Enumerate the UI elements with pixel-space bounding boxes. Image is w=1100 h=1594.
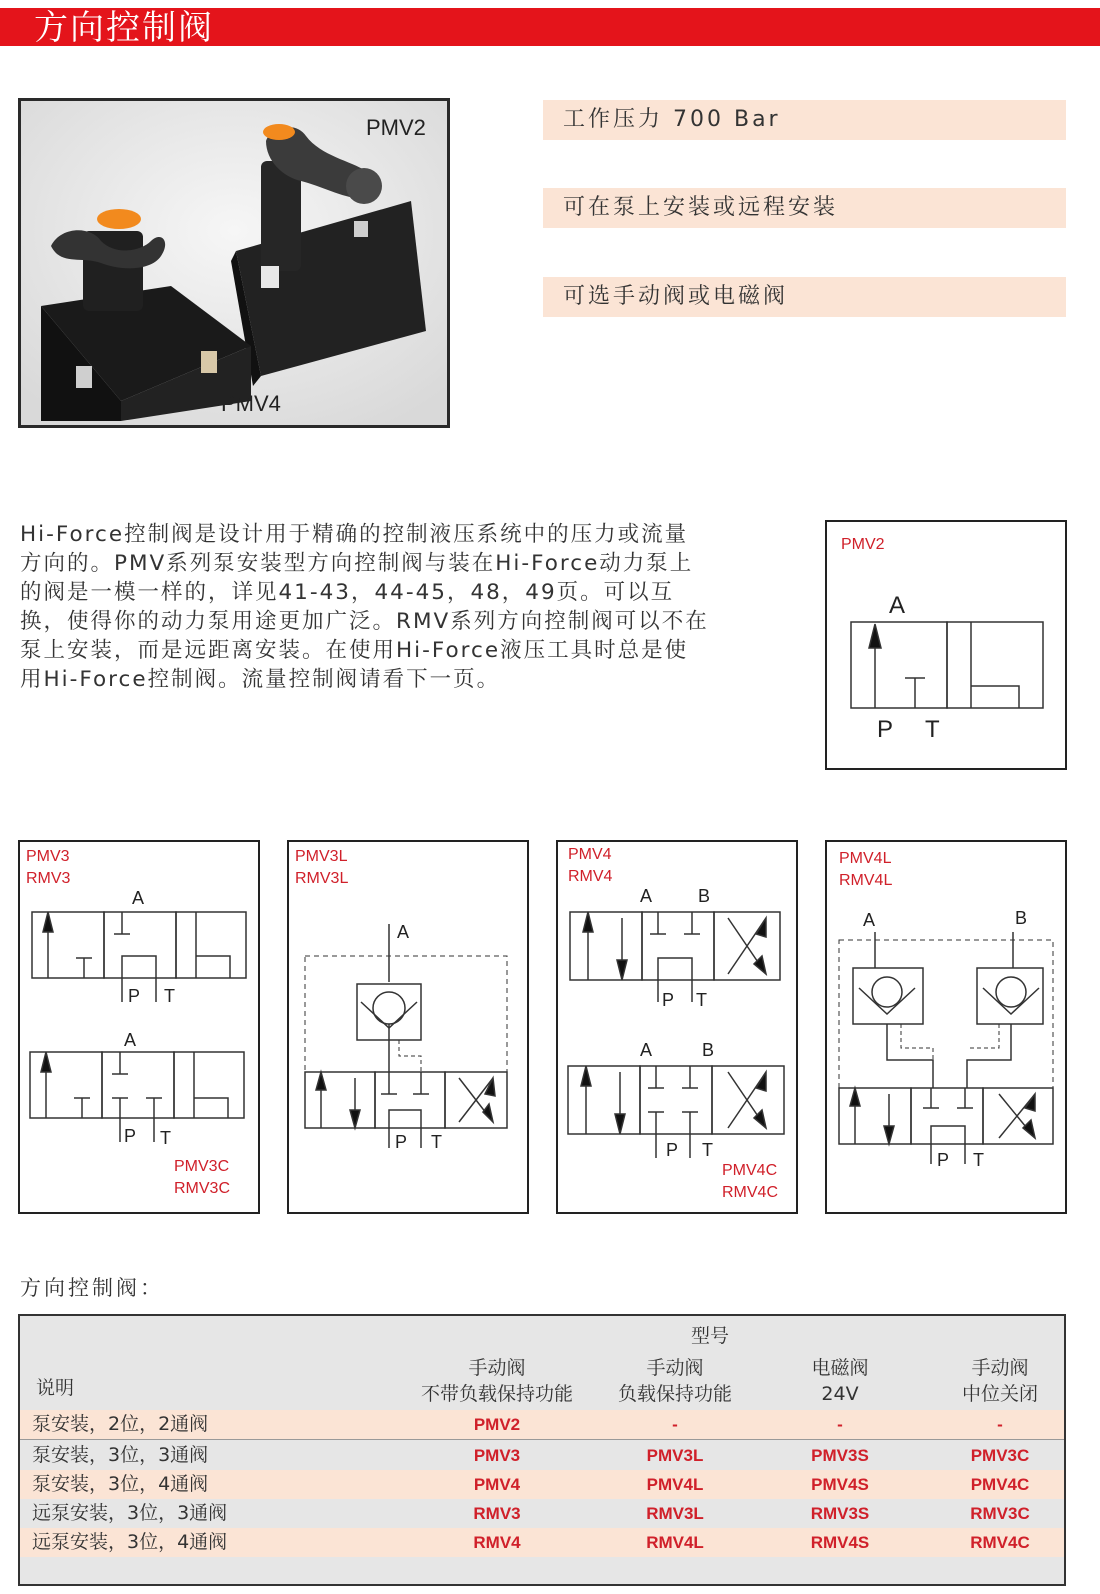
port-b: B [698, 886, 711, 906]
row-col1: RMV3 [473, 1504, 521, 1523]
diagram-pmv3 [18, 840, 260, 1214]
row-col1: RMV4 [473, 1533, 521, 1552]
row-divider [20, 1439, 1064, 1440]
diagram-label-pmv3: PMV3 [26, 848, 70, 865]
photo-label-pmv4: PMV4 [221, 391, 281, 416]
page-header [0, 8, 1100, 46]
diagram-label-rmv3l: RMV3L [295, 870, 349, 887]
port-t: T [925, 716, 940, 743]
row-col4: - [997, 1415, 1003, 1434]
header-col1-line2: 不带负载保持功能 [420, 1383, 573, 1405]
port-b: B [1015, 908, 1028, 928]
header-col2-line1: 手动阀 [646, 1357, 704, 1379]
diagram-label-rmv4: RMV4 [568, 868, 613, 885]
row-col2: RMV3L [646, 1504, 704, 1523]
product-photo [18, 98, 450, 428]
port-a: A [640, 886, 653, 906]
diagram-label-pmv4c: PMV4C [722, 1162, 778, 1179]
diagram-label-rmv4c: RMV4C [722, 1184, 779, 1201]
feature-mounting: 可在泵上安装或远程安装 [543, 188, 1066, 228]
diagram-label-rmv3c: RMV3C [174, 1180, 231, 1197]
port-p: P [124, 1126, 137, 1146]
port-t: T [431, 1132, 442, 1152]
diagram-pmv3l [287, 840, 529, 1214]
feature-pressure: 工作压力 700 Bar [543, 100, 1066, 140]
port-b: B [702, 1040, 715, 1060]
description-paragraph: Hi-Force控制阀是设计用于精确的控制液压系统中的压力或流量方向的。PMV系列泵安装型方向控制阀与装在Hi-Force动力泵上的阀是一模一样的，详见41-43，44-45，48，49页。可以互换，使得你的动力泵用途更加广泛。RMV系列方向控制阀可以不在泵上安装，而是远距离安装。在使用Hi-Force液压工具时总是使用Hi-Force控制阀。流量控制阀请看下一页。 [20, 522, 709, 692]
port-t: T [696, 990, 707, 1010]
diagram-label-pmv4l: PMV4L [839, 850, 892, 867]
table-row [20, 1441, 1064, 1470]
row-col2: PMV4L [646, 1475, 704, 1494]
row-desc: 泵安装，2位，2通阀 [32, 1413, 209, 1435]
row-col3: RMV4S [810, 1533, 870, 1552]
port-p: P [662, 990, 675, 1010]
diagram-label-pmv3l: PMV3L [295, 848, 348, 865]
valve-photo-illustration [21, 101, 447, 425]
header-col3-line1: 电磁阀 [811, 1357, 869, 1379]
row-desc: 泵安装，3位，4通阀 [32, 1473, 209, 1495]
row-col1: PMV4 [473, 1475, 521, 1494]
diagram-label-pmv4: PMV4 [568, 846, 612, 863]
table-row [20, 1410, 1064, 1439]
row-col3: PMV3S [811, 1446, 869, 1465]
port-t: T [702, 1140, 713, 1160]
port-p: P [877, 716, 894, 743]
diagram-label-rmv3: RMV3 [26, 870, 71, 887]
photo-label-pmv2: PMV2 [366, 115, 426, 140]
port-a: A [132, 888, 145, 908]
row-col1: PMV2 [473, 1415, 521, 1434]
port-a: A [640, 1040, 653, 1060]
row-col3: RMV3S [810, 1504, 870, 1523]
port-p: P [666, 1140, 679, 1160]
diagram-pmv2 [825, 520, 1067, 770]
header-col3-line2: 24V [821, 1383, 859, 1405]
diagram-label-pmv3c: PMV3C [174, 1158, 230, 1175]
header-desc: 说明 [35, 1377, 74, 1399]
row-desc: 远泵安装，3位，3通阀 [32, 1502, 228, 1524]
row-col2: - [672, 1415, 678, 1434]
port-p: P [128, 986, 141, 1006]
table-group-header: 型号 [690, 1325, 729, 1347]
port-a: A [124, 1030, 137, 1050]
diagram-pmv4l [825, 840, 1067, 1214]
diagram-label-rmv4l: RMV4L [839, 872, 893, 889]
row-desc: 泵安装，3位，3通阀 [32, 1444, 209, 1466]
feature-valve-type: 可选手动阀或电磁阀 [543, 277, 1066, 317]
row-col3: PMV4S [811, 1475, 869, 1494]
header-col4-line2: 中位关闭 [961, 1383, 1038, 1405]
port-a: A [863, 910, 876, 930]
header-col2-line2: 负载保持功能 [617, 1383, 732, 1405]
row-col4: PMV4C [970, 1475, 1030, 1494]
row-col1: PMV3 [473, 1446, 521, 1465]
table-row [20, 1499, 1064, 1528]
header-col1-line1: 手动阀 [468, 1357, 526, 1379]
table-title: 方向控制阀： [20, 1276, 164, 1300]
port-a: A [397, 922, 410, 942]
header-col4-line1: 手动阀 [971, 1357, 1029, 1379]
table-row [20, 1470, 1064, 1499]
diagram-label: PMV2 [841, 536, 885, 553]
port-t: T [164, 986, 175, 1006]
row-desc: 远泵安装，3位，4通阀 [32, 1531, 228, 1553]
row-col4: RMV4C [970, 1533, 1030, 1552]
port-t: T [973, 1150, 984, 1170]
row-col3: - [837, 1415, 843, 1434]
schematic-pmv2 [827, 522, 1065, 768]
row-col2: PMV3L [646, 1446, 704, 1465]
page-title: 方向控制阀 [34, 8, 214, 48]
model-table [18, 1314, 1066, 1586]
port-a: A [889, 592, 906, 619]
diagram-pmv4 [556, 840, 798, 1214]
row-col2: RMV4L [646, 1533, 704, 1552]
table-row [20, 1528, 1064, 1557]
port-p: P [937, 1150, 950, 1170]
port-t: T [160, 1128, 171, 1148]
row-col4: PMV3C [970, 1446, 1030, 1465]
schematic-pmv3l [289, 842, 527, 1212]
row-col4: RMV3C [970, 1504, 1030, 1523]
port-p: P [395, 1132, 408, 1152]
